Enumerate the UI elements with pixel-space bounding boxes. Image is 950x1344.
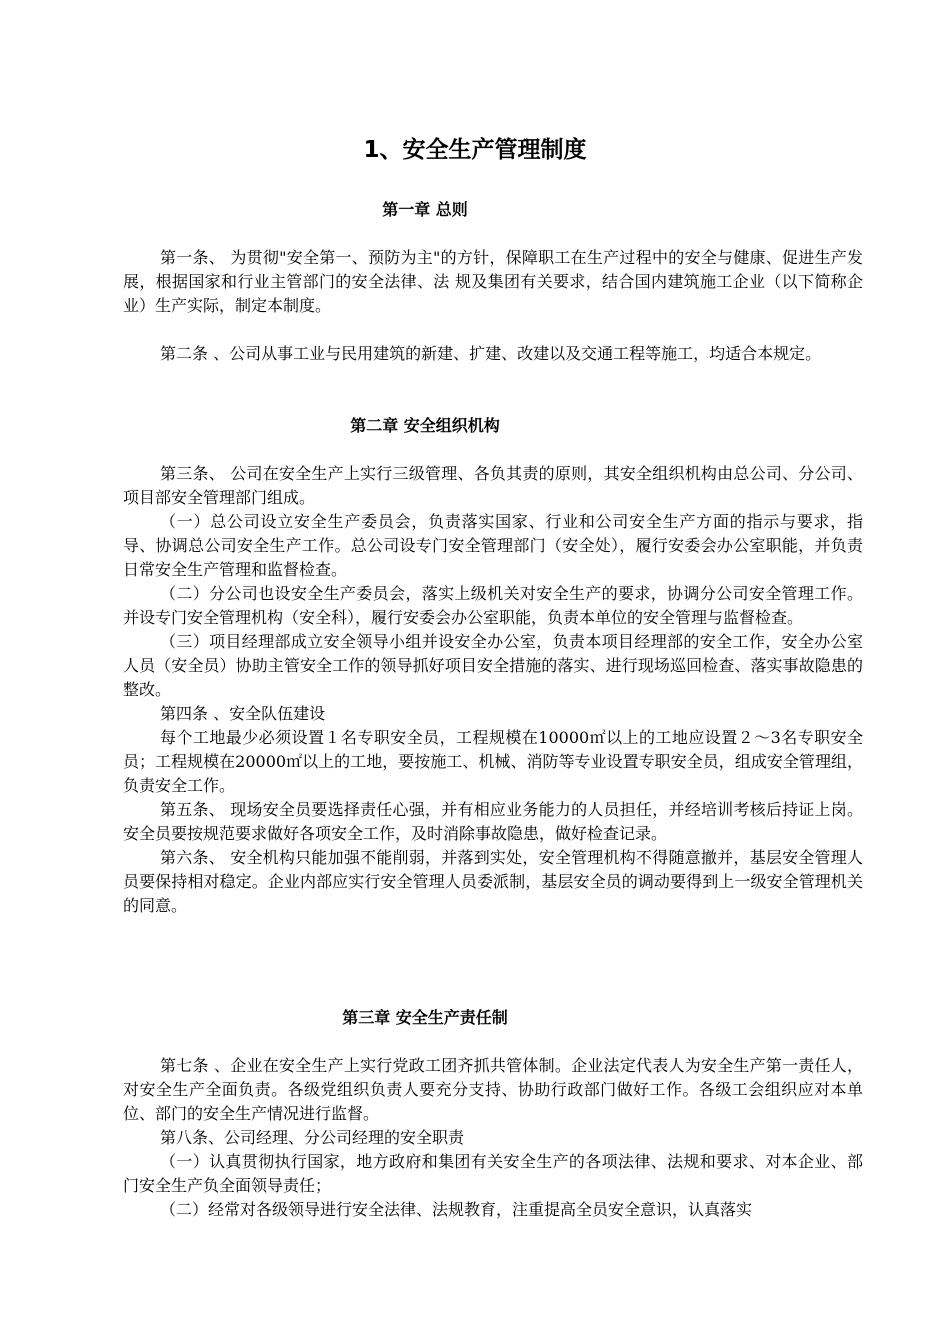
article-6: 第六条、 安全机构只能加强不能削弱，并落到实处，安全管理机构不得随意撤并，基层安全管理人员要保持相对稳定。企业内部应实行安全管理人员委派制，基层安全员的调动要得到上一级安全管理机关的同意。 xyxy=(123,848,863,915)
article-8: 第八条、公司经理、分公司经理的安全职责 xyxy=(160,1128,465,1147)
chapter-1-body-2 xyxy=(123,342,863,366)
article-1: 第一条、 为贯彻"安全第一、预防为主"的方针，保障职工在生产过程中的安全与健康、促进生产发展，根据国家和行业主管部门的安全法律、法 规及集团有关要求，结合国内建筑施工企业（以下简称企业）生产实际，制定本制度。 xyxy=(123,248,863,315)
article-2: 第二条 、公司从事工业与民用建筑的新建、扩建、改建以及交通工程等施工，均适合本规定。 xyxy=(160,344,822,363)
article-7: 第七条 、企业在安全生产上实行党政工团齐抓共管体制。企业法定代表人为安全生产第一责任人，对安全生产全面负责。各级党组织负责人要充分支持、协助行政部门做好工作。各级工会组织应对本单位、部门的安全生产情况进行监督。 xyxy=(123,1056,863,1123)
article-5: 第五条、 现场安全员要选择责任心强，并有相应业务能力的人员担任，并经培训考核后持证上岗。安全员要按规范要求做好各项安全工作，及时消除事故隐患，做好检查记录。 xyxy=(123,800,863,843)
article-8-item-2: （二）经常对各级领导进行安全法律、法规教育，注重提高全员安全意识，认真落实 xyxy=(160,1200,753,1219)
article-3-item-1: （一）总公司设立安全生产委员会，负责落实国家、行业和公司安全生产方面的指示与要求，指导、协调总公司安全生产工作。总公司设专门安全管理部门（安全处），履行安委会办公室职能，并负责日常安全生产管理和监督检查。 xyxy=(123,512,863,579)
article-3: 第三条、 公司在安全生产上实行三级管理、各负其责的原则，其安全组织机构由总公司、分公司、项目部安全管理部门组成。 xyxy=(123,464,863,507)
chapter-2-body xyxy=(123,462,863,918)
article-4: 第四条 、安全队伍建设 xyxy=(160,704,326,723)
chapter-1-body xyxy=(123,246,863,318)
article-8-item-1: （一）认真贯彻执行国家，地方政府和集团有关安全生产的各项法律、法规和要求、对本企业、部门安全生产负全面领导责任； xyxy=(123,1152,863,1195)
article-4-body: 每个工地最少必须设置１名专职安全员，工程规模在10000㎡以上的工地应设置２～3名专职安全员；工程规模在20000㎡以上的工地，要按施工、机械、消防等专业设置专职安全员，组成安全管理组，负责安全工作。 xyxy=(123,728,863,795)
document-title: 1、安全生产管理制度 xyxy=(363,137,587,163)
article-3-item-3: （三）项目经理部成立安全领导小组并设安全办公室，负责本项目经理部的安全工作，安全办公室人员（安全员）协助主管安全工作的领导抓好项目安全措施的落实、进行现场巡回检查、落实事故隐患的整改。 xyxy=(123,632,863,699)
chapter-heading-1: 第一章 总则 xyxy=(382,200,468,219)
chapter-heading-3: 第三章 安全生产责任制 xyxy=(342,1008,508,1027)
article-3-item-2: （二）分公司也设安全生产委员会，落实上级机关对安全生产的要求，协调分公司安全管理工作。并设专门安全管理机构（安全科），履行安委会办公室职能，负责本单位的安全管理与监督检查。 xyxy=(123,584,863,627)
chapter-heading-2: 第二章 安全组织机构 xyxy=(350,416,500,435)
chapter-3-body xyxy=(123,1054,863,1222)
